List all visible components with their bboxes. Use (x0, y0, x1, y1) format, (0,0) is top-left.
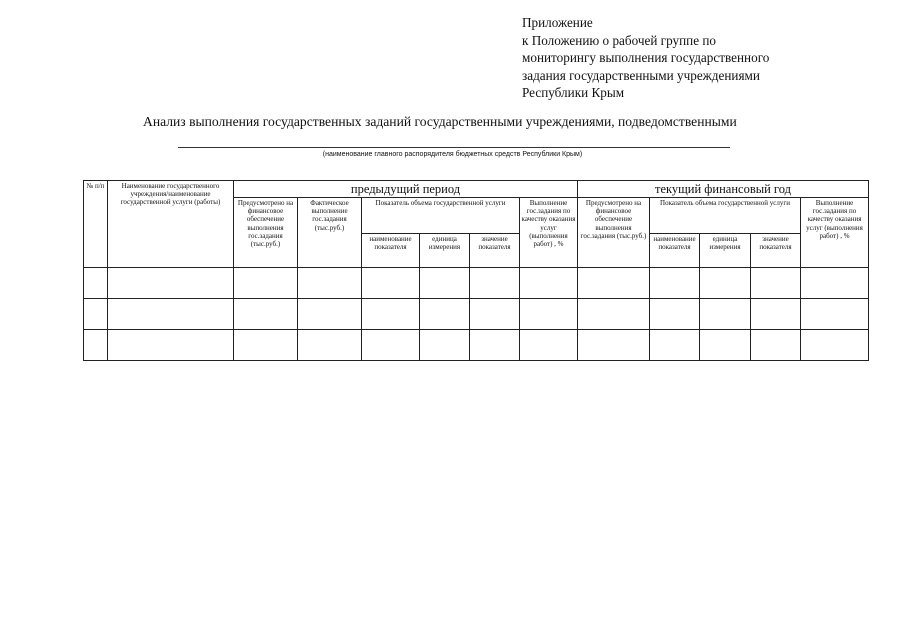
header-name: Наименование государственного учреждения/наименование государственной услуги (работы) (108, 181, 234, 268)
header-prev-volume: Показатель объема государственной услуги (362, 198, 520, 234)
table-cell (751, 268, 801, 299)
fill-in-caption (0, 151, 905, 158)
annex-line: Республики Крым (522, 85, 625, 101)
annex-line: к Положению о рабочей группе по (522, 32, 717, 48)
header-prev-actual: Фактическое выполнение гос.задания (тыс.руб.) (298, 198, 362, 268)
header-prev-planned: Предусмотрено на финансовое обеспечение выполнения гос.задания (тыс.руб.) (234, 198, 298, 268)
annex-line: Приложение (522, 15, 593, 30)
table-cell (801, 299, 869, 330)
caption-text: (наименование главного распорядителя бюджетных средств Республики Крым) (322, 151, 583, 158)
annex-line: задания государственными учреждениями (522, 67, 760, 83)
table-cell (578, 268, 650, 299)
header-curr-volume: Показатель объема государственной услуги (650, 198, 801, 234)
header-curr-unit: единица измерения (700, 234, 751, 268)
analysis-table (83, 180, 869, 361)
header-current-year: текущий финансовый год (578, 181, 869, 198)
header-curr-planned: Предусмотрено на финансовое обеспечение выполнения гос.задания (тыс.руб.) (578, 198, 650, 268)
table-body (84, 268, 869, 361)
table-cell (578, 299, 650, 330)
table-cell (108, 299, 234, 330)
annex-block (522, 14, 852, 102)
table-cell (801, 330, 869, 361)
table-cell (801, 268, 869, 299)
table-cell (470, 299, 520, 330)
table-cell (362, 268, 420, 299)
header-curr-indicator-name: наименование показателя (650, 234, 700, 268)
header-num: № п/п (84, 181, 108, 268)
table-cell (700, 299, 751, 330)
table-cell (84, 330, 108, 361)
table-cell (108, 268, 234, 299)
table-row (84, 330, 869, 361)
table-cell (84, 299, 108, 330)
table-cell (234, 299, 298, 330)
table-cell (298, 268, 362, 299)
header-curr-quality: Выполнение гос.задания по качеству оказания услуг (выполнения работ) , % (801, 198, 869, 268)
table-cell (751, 299, 801, 330)
document-title: Анализ выполнения государственных заданий государственными учреждениями, подведомственными (143, 114, 737, 129)
header-prev-unit: единица измерения (420, 234, 470, 268)
table-cell (234, 268, 298, 299)
table-cell (298, 299, 362, 330)
table-cell (700, 330, 751, 361)
table-cell (751, 330, 801, 361)
header-prev-period: предыдущий период (234, 181, 578, 198)
table-cell (362, 330, 420, 361)
table-cell (108, 330, 234, 361)
table-cell (234, 330, 298, 361)
annex-line: мониторингу выполнения государственного (522, 50, 770, 66)
table-cell (650, 268, 700, 299)
table-cell (700, 268, 751, 299)
table-cell (298, 330, 362, 361)
header-curr-value: значение показателя (751, 234, 801, 268)
table-cell (520, 330, 578, 361)
table-cell (362, 299, 420, 330)
header-prev-indicator-name: наименование показателя (362, 234, 420, 268)
table-cell (420, 299, 470, 330)
header-prev-quality: Выполнение гос.задания по качеству оказания услуг (выполнения работ) , % (520, 198, 578, 268)
table-cell (420, 268, 470, 299)
fill-in-line (178, 147, 730, 148)
table-cell (578, 330, 650, 361)
table-cell (84, 268, 108, 299)
table-cell (470, 268, 520, 299)
header-prev-value: значение показателя (470, 234, 520, 268)
table-cell (650, 299, 700, 330)
table-cell (520, 299, 578, 330)
table-cell (650, 330, 700, 361)
table-cell (520, 268, 578, 299)
table-cell (470, 330, 520, 361)
table-cell (420, 330, 470, 361)
table-row (84, 268, 869, 299)
table-row (84, 299, 869, 330)
